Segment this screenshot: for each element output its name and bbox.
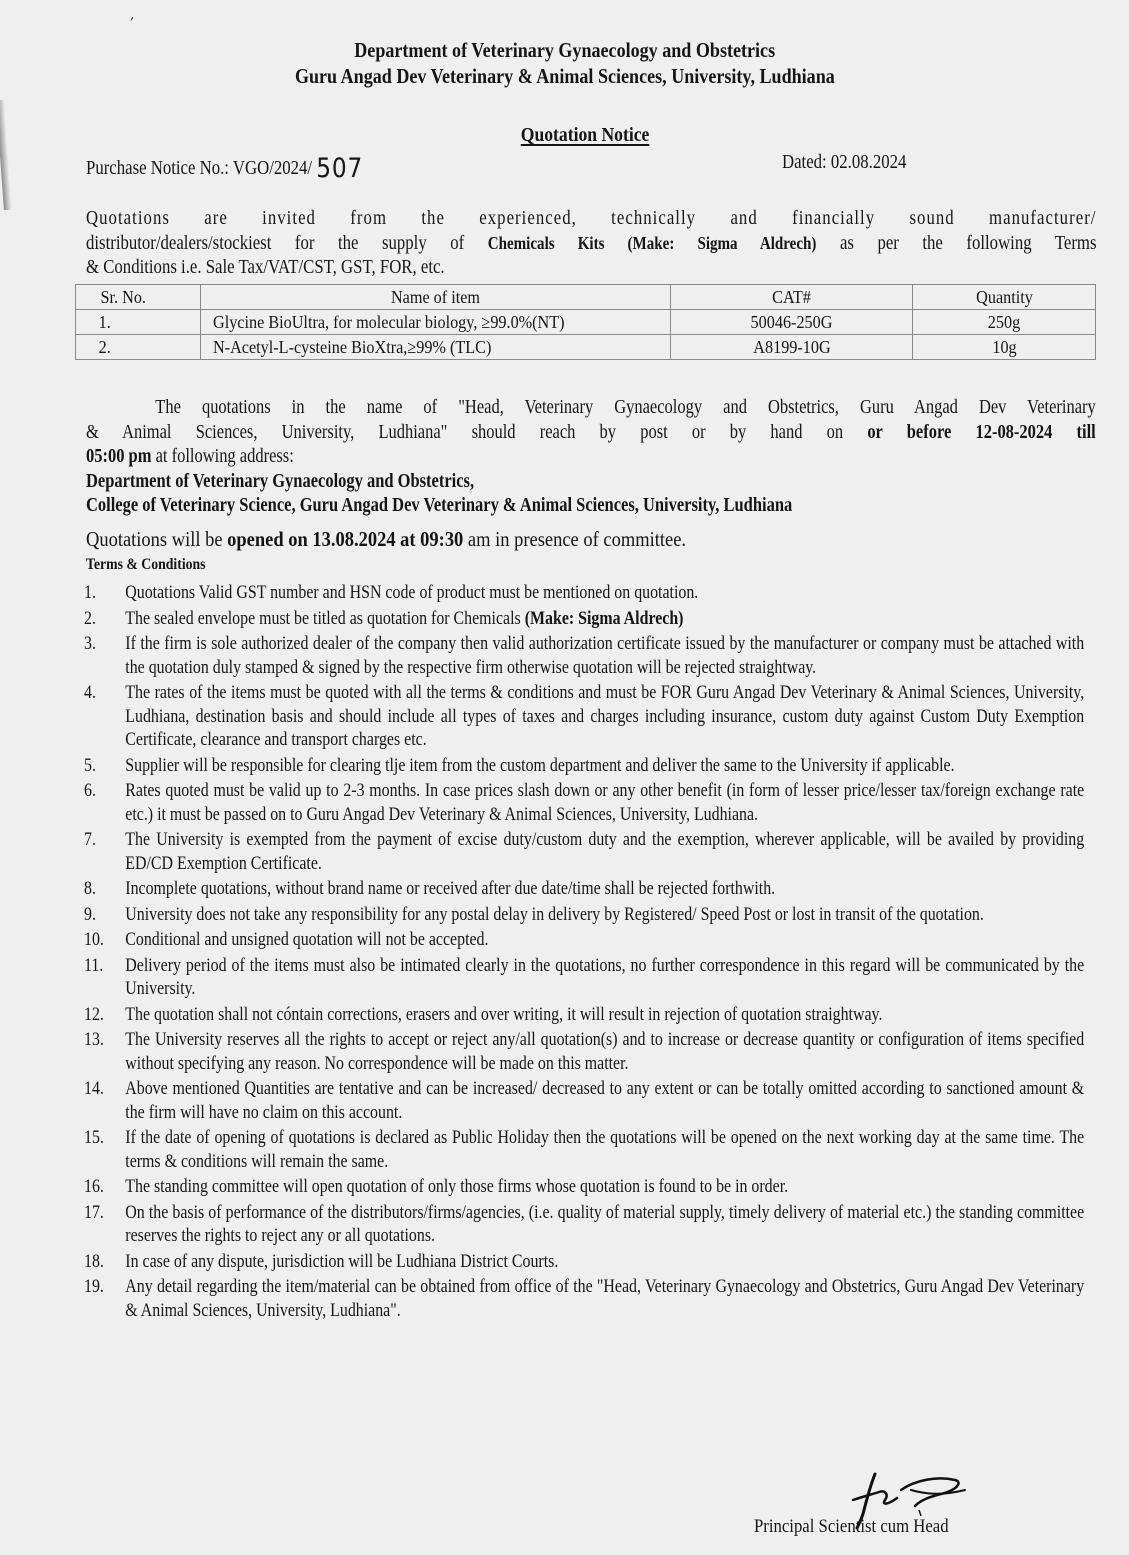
signatory-designation: Principal Scientist cum Head bbox=[754, 1516, 949, 1537]
row-cat: A8199-10G bbox=[671, 335, 913, 360]
term-text: Any detail regarding the item/material can be obtained from office of the "Head, Veterinary Gynaecology and Obstetrics, Guru Angad Dev Veterinary & Animal Sciences, University, Ludhiana". bbox=[125, 1277, 1085, 1321]
term-item bbox=[84, 780, 1084, 827]
opening-statement: Quotations will be opened on 13.08.2024 at 09:30 am in presence of committee. bbox=[86, 527, 687, 551]
submission-time: 05:00 pm bbox=[86, 446, 152, 467]
term-emphasis: (Make: Sigma Aldrech) bbox=[524, 608, 684, 629]
term-text: The standing committee will open quotation of only those firms whose quotation is found to be in order. bbox=[125, 1177, 789, 1197]
term-number: 7. bbox=[84, 830, 96, 850]
term-number: 6. bbox=[84, 781, 96, 801]
term-text: In case of any dispute, jurisdiction will be Ludhiana District Courts. bbox=[125, 1251, 559, 1272]
term-item bbox=[84, 1202, 1084, 1249]
term-text: If the firm is sole authorized dealer of the company then valid authorization certificate issued by the manufacturer or company must be attached with the quotation duly stamped & signed by the respective firm otherwise quotation will be rejected straightway. bbox=[125, 634, 1085, 678]
term-text: On the basis of performance of the distributors/firms/agencies, (i.e. quality of material supply, timely delivery of material etc.) the standing committee reserves the rights to reject any or all quotations. bbox=[125, 1202, 1085, 1246]
submission-deadline: or before 12-08-2024 till bbox=[867, 421, 1096, 443]
term-item bbox=[84, 904, 1084, 928]
term-number: 1. bbox=[84, 583, 96, 603]
term-item bbox=[84, 1251, 1084, 1275]
address-line-1: Department of Veterinary Gynaecology and Obstetrics, bbox=[86, 470, 475, 492]
term-item bbox=[84, 1176, 1084, 1200]
table-row bbox=[76, 310, 1096, 335]
table-row bbox=[76, 335, 1096, 360]
submission-line-2: & Animal Sciences, University, Ludhiana" should reach by post or by hand on or before 12-08-2024 till bbox=[86, 421, 1096, 443]
term-text: Supplier will be responsible for clearing tlje item from the custom department and deliver the same to the University if applicable. bbox=[125, 755, 955, 776]
term-text: University does not take any responsibility for any postal delay in delivery by Registered/ Speed Post or lost in transit of the quotation. bbox=[125, 904, 984, 925]
term-text: The rates of the items must be quoted with all the terms & conditions and must be FOR Guru Angad Dev Veterinary & Animal Sciences, University, Ludhiana, destination basis and should include all types of taxes and charges including insurance, custom duty against Custom Duty Exemption Certificate, clearance and transport charges etc. bbox=[125, 683, 1085, 750]
product-make: Chemicals Kits (Make: Sigma Aldrech) bbox=[487, 233, 817, 253]
term-text: The quotation shall not cóntain corrections, erasers and over writing, it will result in rejection of quotation straightway. bbox=[125, 1004, 883, 1025]
purchase-notice-label: Purchase Notice No.: VGO/2024/ bbox=[86, 158, 313, 179]
term-item bbox=[84, 755, 1084, 779]
term-text: Quotations Valid GST number and HSN code of product must be mentioned on quotation. bbox=[125, 583, 699, 603]
term-text: Conditional and unsigned quotation will not be accepted. bbox=[125, 930, 489, 950]
row-item-name: Glycine BioUltra, for molecular biology, ≥99.0%(NT) bbox=[201, 310, 671, 335]
term-item bbox=[84, 1078, 1084, 1125]
term-text: The University is exempted from the payment of excise duty/custom duty and the exemption, wherever applicable, will be availed by providing ED/CD Exemption Certificate. bbox=[125, 830, 1085, 874]
term-number: 10. bbox=[84, 930, 104, 950]
term-number: 11. bbox=[84, 955, 104, 976]
term-number: 16. bbox=[84, 1177, 104, 1197]
term-item bbox=[84, 878, 1084, 902]
header-quantity: Quantity bbox=[913, 285, 1096, 310]
term-number: 18. bbox=[84, 1251, 104, 1272]
term-number: 14. bbox=[84, 1079, 104, 1099]
term-number: 2. bbox=[84, 608, 96, 629]
term-number: 4. bbox=[84, 683, 96, 703]
term-item bbox=[84, 682, 1084, 753]
term-item bbox=[84, 1127, 1084, 1174]
term-item bbox=[84, 929, 1084, 953]
terms-list bbox=[84, 582, 1084, 1325]
submission-paragraph bbox=[86, 396, 1096, 519]
term-text: Above mentioned Quantities are tentative and can be increased/ decreased to any extent or can be totally omitted according to sanctioned amount & the firm will have no claim on this account. bbox=[125, 1079, 1085, 1123]
row-item-name: N-Acetyl-L-cysteine BioXtra,≥99% (TLC) bbox=[201, 335, 671, 360]
notice-title: Quotation Notice bbox=[520, 124, 650, 146]
table-header-row bbox=[76, 285, 1096, 310]
row-quantity: 250g bbox=[913, 310, 1096, 335]
intro-line-2: distributor/dealers/stockiest for the supply of Chemicals Kits (Make: Sigma Aldrech) as per the following Terms bbox=[86, 233, 1097, 254]
term-item bbox=[84, 1276, 1084, 1323]
intro-line-3: & Conditions i.e. Sale Tax/VAT/CST, GST, FOR, etc. bbox=[86, 257, 445, 278]
term-item bbox=[84, 633, 1084, 680]
term-number: 19. bbox=[84, 1277, 104, 1297]
term-text: The University reserves all the rights to accept or reject any/all quotation(s) and to increase or decrease quantity or configuration of items specified without specifying any reason. No correspondence will be made on this matter. bbox=[125, 1030, 1085, 1074]
address-line-2: College of Veterinary Science, Guru Angad Dev Veterinary & Animal Sciences, University, Ludhiana bbox=[86, 495, 793, 516]
row-cat: 50046-250G bbox=[671, 310, 913, 335]
term-number: 13. bbox=[84, 1030, 104, 1050]
purchase-notice-number bbox=[86, 150, 408, 184]
term-text: The sealed envelope must be titled as quotation for Chemicals (Make: Sigma Aldrech) bbox=[125, 608, 684, 629]
term-number: 8. bbox=[84, 879, 96, 899]
submission-line-3: 05:00 pm at following address: bbox=[86, 446, 294, 467]
term-item bbox=[84, 608, 1084, 632]
row-quantity: 10g bbox=[913, 335, 1096, 360]
term-number: 15. bbox=[84, 1128, 104, 1148]
term-text: Incomplete quotations, without brand name or received after due date/time shall be rejected forthwith. bbox=[125, 879, 776, 899]
row-sr: 2. bbox=[76, 335, 201, 360]
header-sr-no: Sr. No. bbox=[76, 285, 201, 310]
scan-speck: ' bbox=[124, 14, 136, 31]
term-text: Delivery period of the items must also be intimated clearly in the quotations, no further correspondence in this regard will be communicated by the University. bbox=[125, 955, 1085, 999]
term-number: 17. bbox=[84, 1202, 104, 1223]
department-heading: Department of Veterinary Gynaecology and Obstetrics bbox=[354, 38, 775, 62]
items-table bbox=[75, 284, 1096, 360]
term-number: 5. bbox=[84, 755, 96, 776]
submission-line-1: The quotations in the name of "Head, Veterinary Gynaecology and Obstetrics, Guru Angad Dev Veterinary bbox=[155, 397, 1096, 418]
term-item bbox=[84, 582, 1084, 606]
scan-edge-shadow bbox=[0, 100, 12, 210]
term-item bbox=[84, 829, 1084, 876]
intro-paragraph bbox=[86, 207, 1096, 280]
notice-date: Dated: 02.08.2024 bbox=[782, 152, 907, 173]
header-cat: CAT# bbox=[671, 285, 913, 310]
term-item bbox=[84, 1029, 1084, 1076]
university-heading: Guru Angad Dev Veterinary & Animal Sciences, University, Ludhiana bbox=[294, 64, 835, 88]
term-text: Rates quoted must be valid up to 2-3 months. In case prices slash down or any other benefit (in form of lesser price/lesser tax/foreign exchange rate etc.) it must be passed on to Guru Angad Dev Veterinary & Animal Sciences, University, Ludhiana. bbox=[125, 781, 1085, 825]
term-text: If the date of opening of quotations is declared as Public Holiday then the quotations will be opened on the next working day at the same time. The terms & conditions will remain the same. bbox=[125, 1128, 1085, 1172]
term-number: 3. bbox=[84, 634, 96, 654]
opening-date: opened on 13.08.2024 at 09:30 bbox=[227, 527, 464, 551]
term-number: 9. bbox=[84, 904, 96, 925]
header-name-of-item: Name of item bbox=[201, 285, 671, 310]
terms-heading: Terms & Conditions bbox=[86, 556, 206, 573]
intro-line-1: Quotations are invited from the experienced, technically and financially sound manufacturer/ bbox=[86, 208, 1097, 229]
term-item bbox=[84, 1004, 1084, 1028]
term-number: 12. bbox=[84, 1004, 104, 1025]
term-item bbox=[84, 955, 1084, 1002]
handwritten-number: 507 bbox=[316, 153, 364, 184]
row-sr: 1. bbox=[76, 310, 201, 335]
